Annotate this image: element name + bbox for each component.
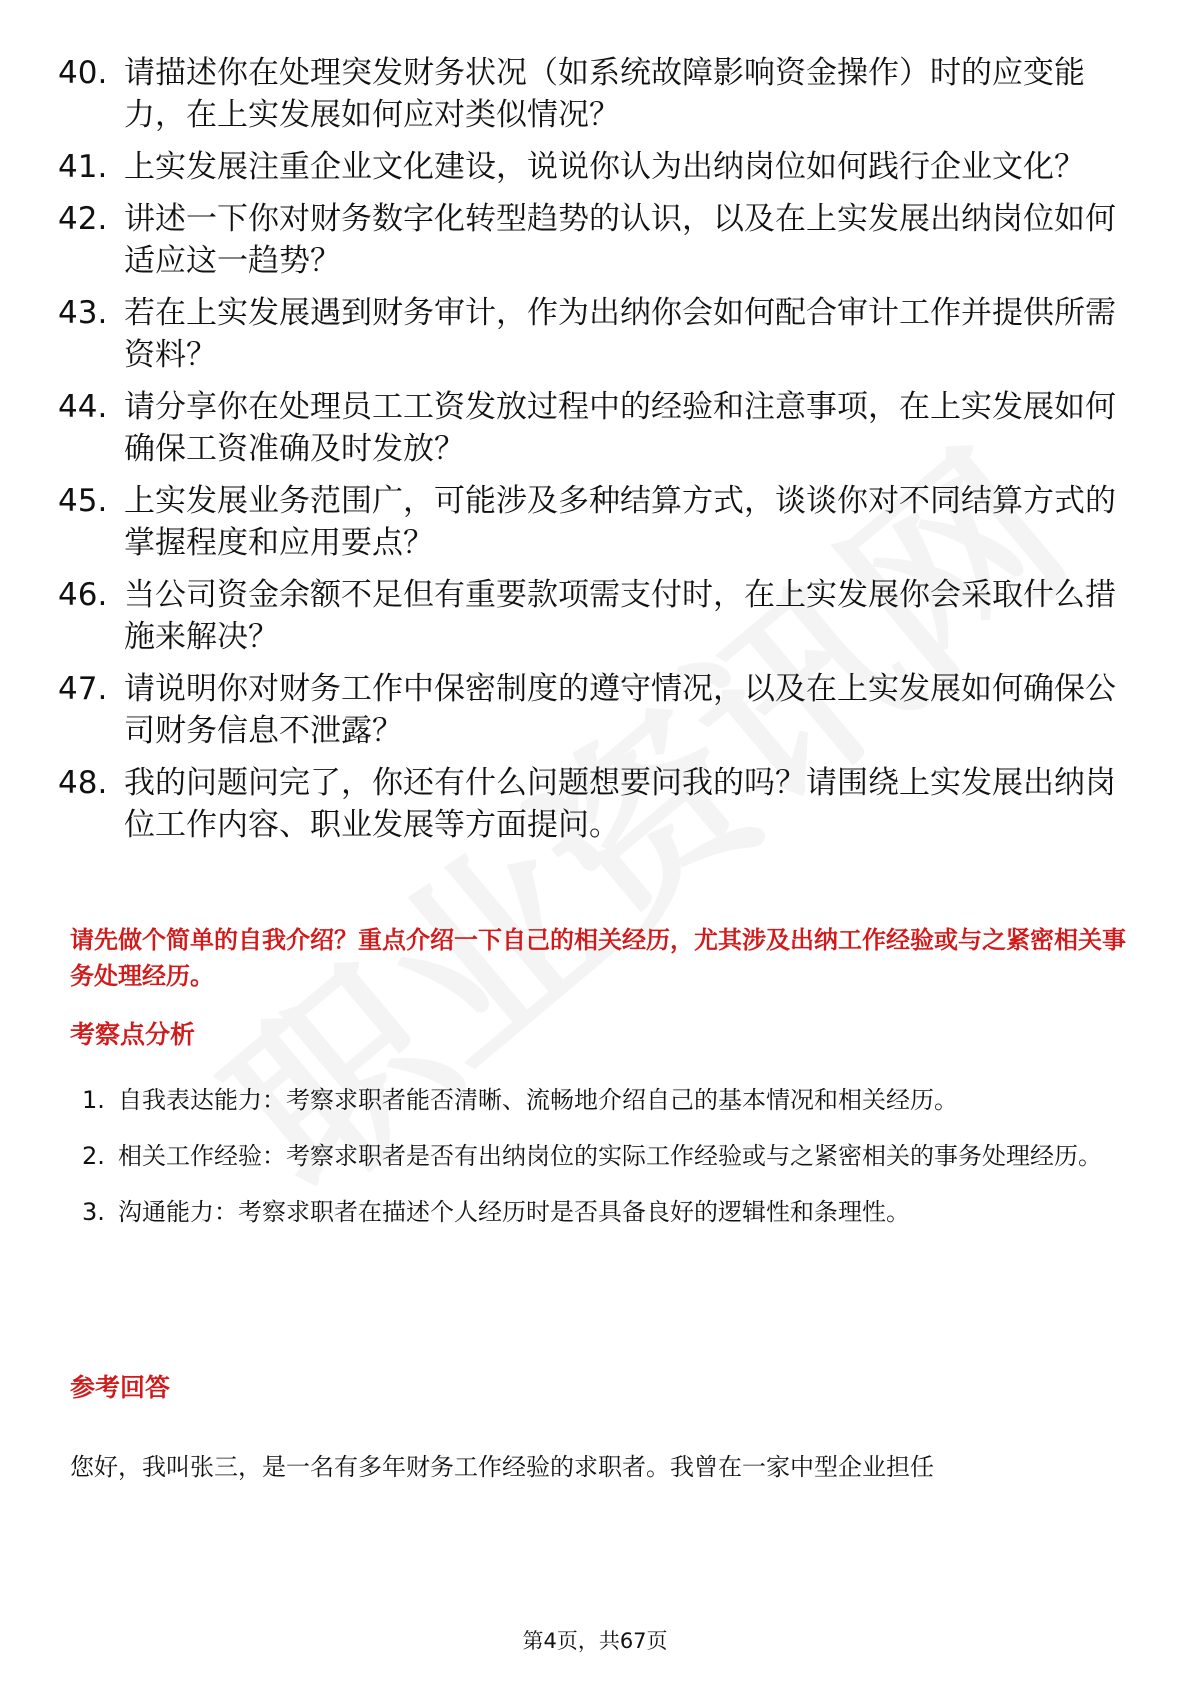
question-item [58, 198, 1138, 282]
question-item [58, 668, 1138, 752]
question-number: 45. [58, 483, 108, 519]
question-number: 46. [58, 577, 108, 613]
analysis-heading: 考察点分析 [70, 1020, 196, 1049]
question-number: 43. [58, 295, 108, 331]
question-text: 若在上实发展遇到财务审计，作为出纳你会如何配合审计工作并提供所需资料？ [124, 295, 1116, 373]
analysis-item [82, 1187, 1132, 1237]
question-item [58, 292, 1138, 376]
question-number: 40. [58, 55, 108, 91]
question-number: 42. [58, 201, 108, 237]
analysis-number: 2. [82, 1142, 105, 1170]
question-text: 上实发展业务范围广，可能涉及多种结算方式，谈谈你对不同结算方式的掌握程度和应用要点？ [124, 483, 1116, 561]
analysis-number: 3. [82, 1198, 105, 1226]
question-item [58, 574, 1138, 658]
question-item [58, 762, 1138, 846]
question-text: 上实发展注重企业文化建设，说说你认为出纳岗位如何践行企业文化？ [124, 149, 1085, 185]
reference-answer: 您好，我叫张三，是一名有多年财务工作经验的求职者。我曾在一家中型企业担任 [70, 1453, 934, 1481]
question-number: 41. [58, 149, 108, 185]
question-text: 请说明你对财务工作中保密制度的遵守情况，以及在上实发展如何确保公司财务信息不泄露？ [124, 671, 1116, 749]
analysis-text: 相关工作经验：考察求职者是否有出纳岗位的实际工作经验或与之紧密相关的事务处理经历。 [118, 1142, 1102, 1170]
question-number: 47. [58, 671, 108, 707]
analysis-item [82, 1075, 1132, 1125]
question-text: 请描述你在处理突发财务状况（如系统故障影响资金操作）时的应变能力，在上实发展如何应对类似情况？ [124, 55, 1085, 133]
analysis-text: 沟通能力：考察求职者在描述个人经历时是否具备良好的逻辑性和条理性。 [118, 1198, 910, 1226]
page-footer: 第4页，共67页 [522, 1629, 668, 1653]
question-number: 48. [58, 765, 108, 801]
analysis-text: 自我表达能力：考察求职者能否清晰、流畅地介绍自己的基本情况和相关经历。 [118, 1086, 958, 1114]
question-item [58, 480, 1138, 564]
question-number: 44. [58, 389, 108, 425]
analysis-number: 1. [82, 1086, 105, 1114]
question-text: 讲述一下你对财务数字化转型趋势的认识，以及在上实发展出纳岗位如何适应这一趋势？ [124, 201, 1116, 279]
question-item [58, 52, 1138, 136]
question-list [58, 52, 1138, 856]
question-text: 请分享你在处理员工工资发放过程中的经验和注意事项，在上实发展如何确保工资准确及时发放？ [124, 389, 1116, 467]
analysis-item [82, 1131, 1132, 1181]
question-text: 我的问题问完了，你还有什么问题想要问我的吗？请围绕上实发展出纳岗位工作内容、职业发展等方面提问。 [124, 765, 1116, 843]
question-text: 当公司资金余额不足但有重要款项需支付时，在上实发展你会采取什么措施来解决？ [124, 577, 1116, 655]
reference-heading: 参考回答 [70, 1373, 171, 1402]
question-item [58, 386, 1138, 470]
highlight-question: 请先做个简单的自我介绍？重点介绍一下自己的相关经历，尤其涉及出纳工作经验或与之紧密相关事务处理经历。 [70, 926, 1126, 990]
analysis-list [82, 1075, 1132, 1243]
question-item [58, 146, 1138, 188]
